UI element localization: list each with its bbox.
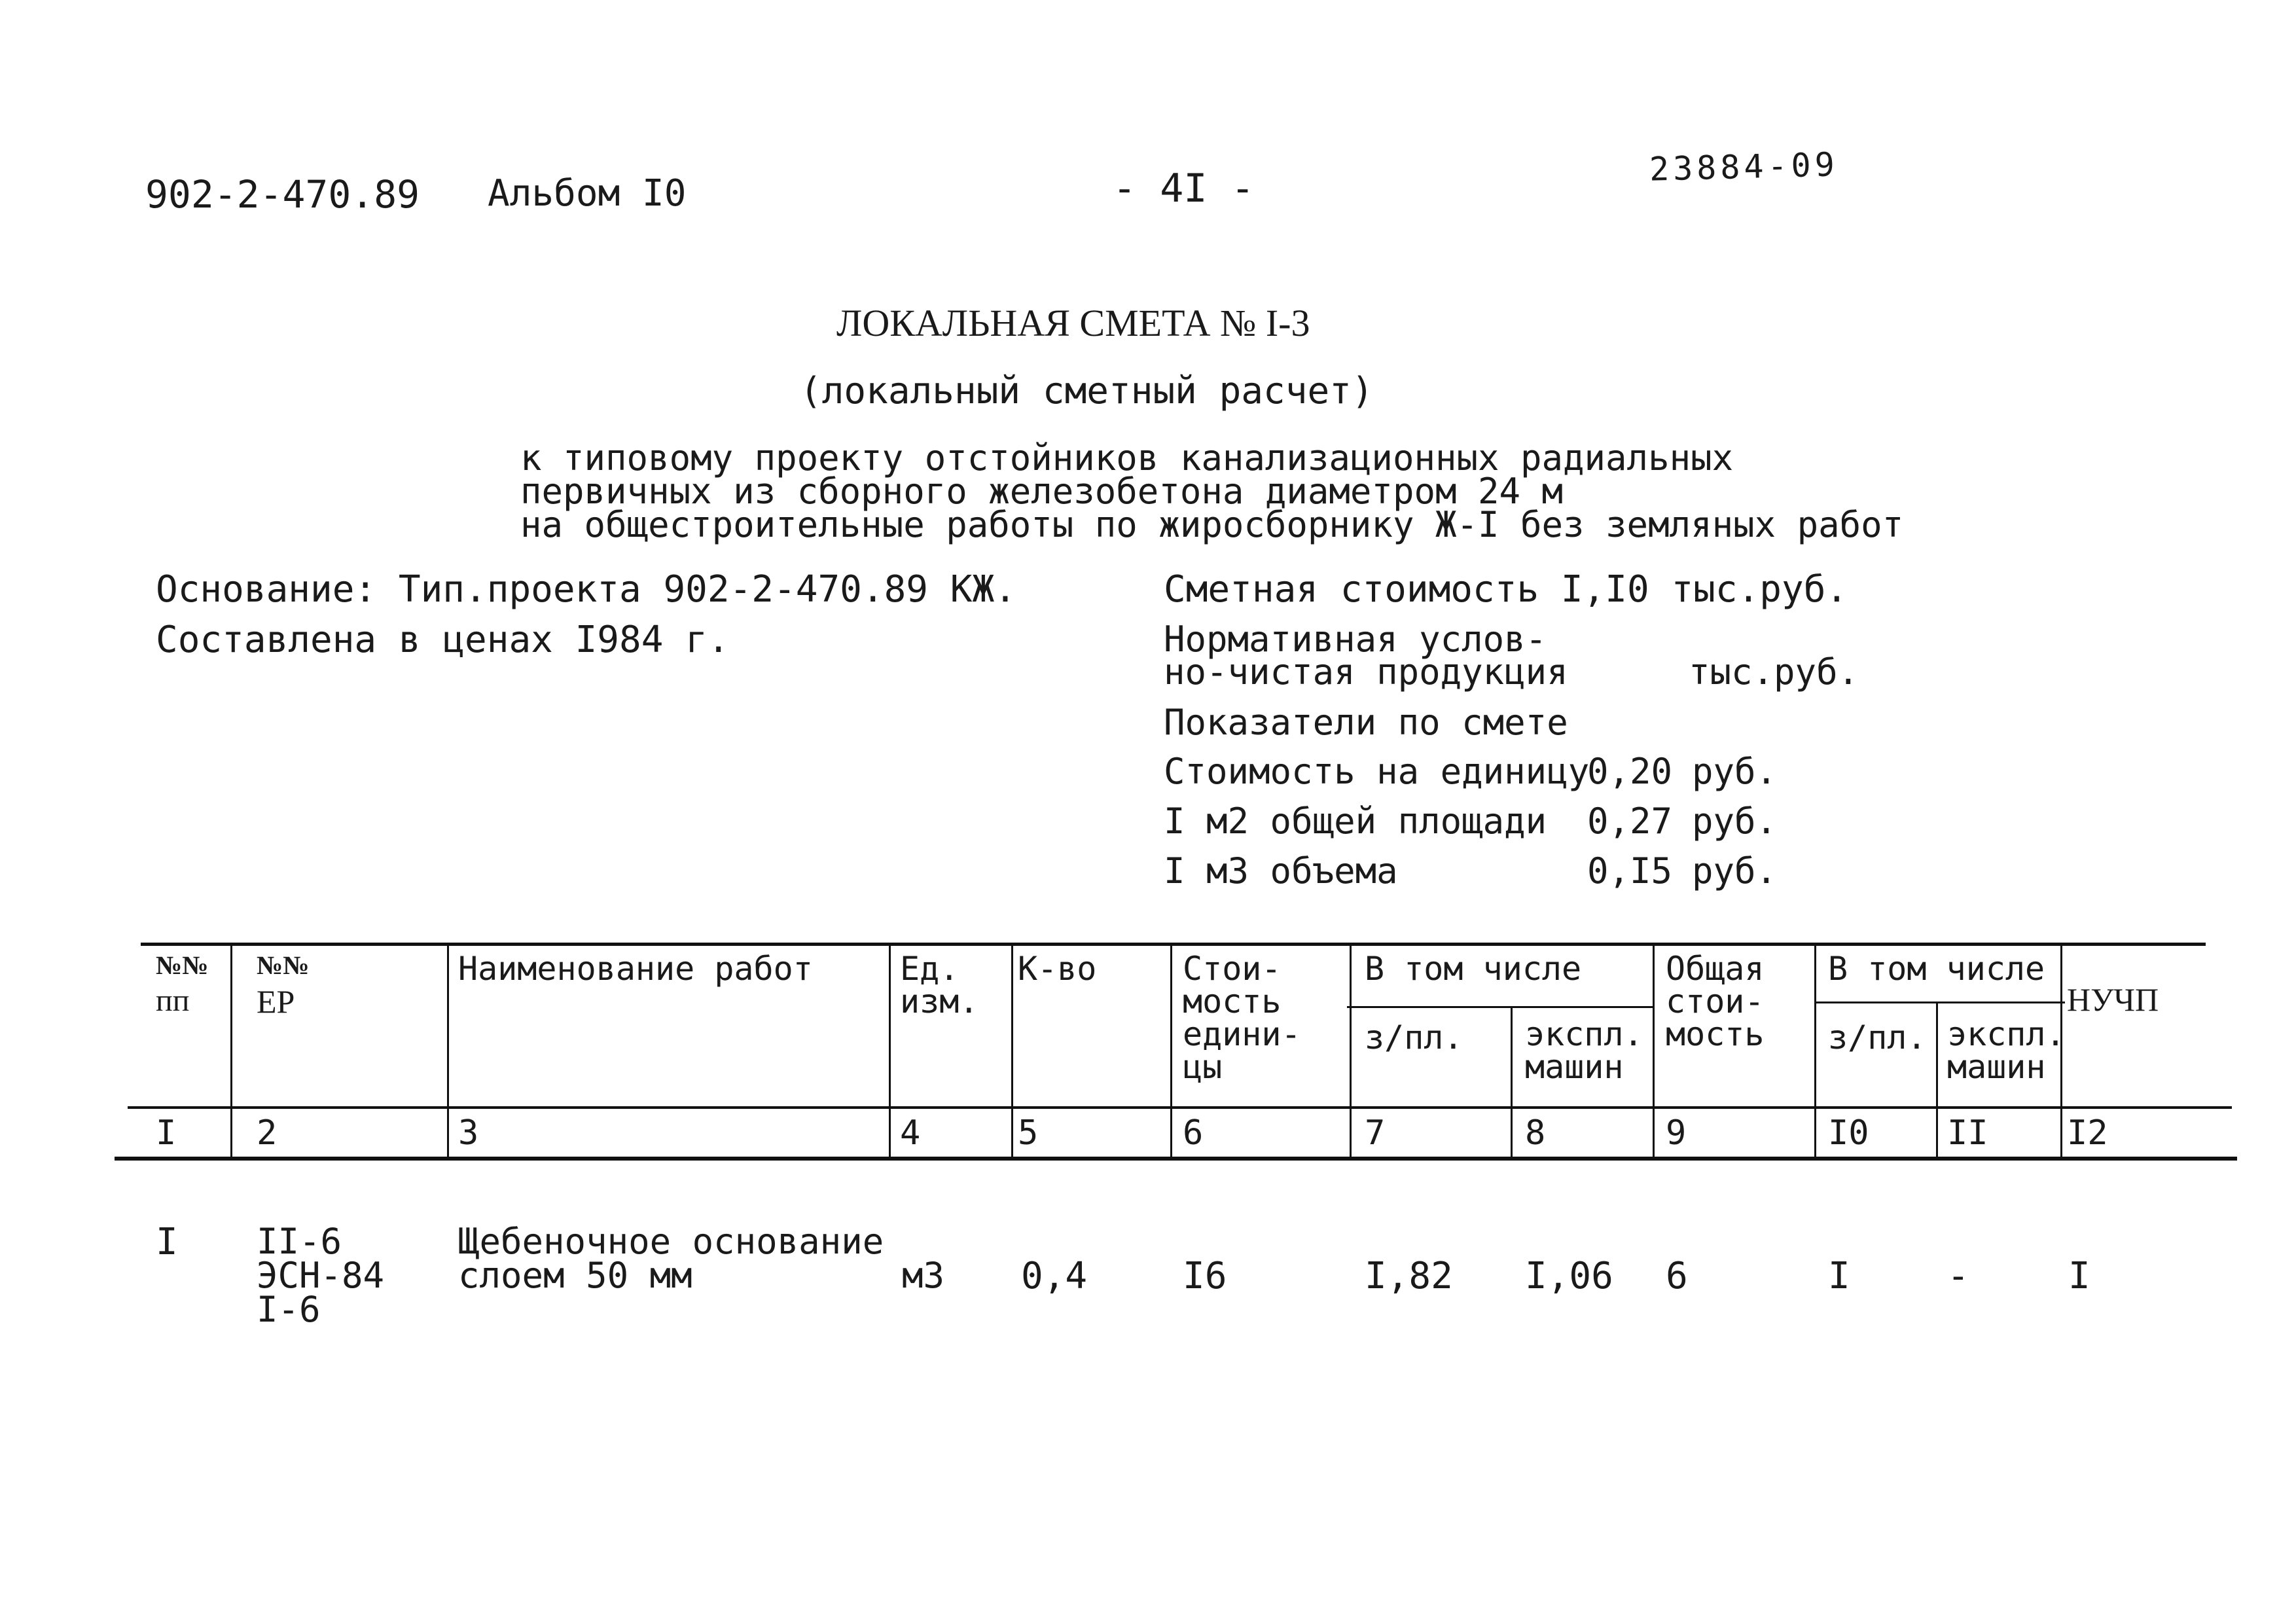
col-number: 7 (1365, 1113, 1386, 1153)
normative-unit: тыс.руб. (1689, 651, 1859, 693)
basis-text: Основание: Тип.проекта 902-2-470.89 КЖ. (156, 568, 1016, 611)
col-number: 6 (1183, 1113, 1204, 1153)
header-total-3: мость (1666, 1015, 1765, 1053)
header-total-2: стои- (1666, 983, 1765, 1020)
doc-description-2: первичных из сборного железобетона диаметром 24 м (520, 471, 1564, 512)
header-er-2: ЕР (257, 983, 295, 1020)
header-machines-b-1: экспл. (1947, 1015, 2066, 1053)
col-divider (889, 946, 891, 1161)
per-m2-currency: руб. (1692, 801, 1778, 842)
header-er-1: №№ (257, 950, 310, 980)
doc-code: 902-2-470.89 (145, 172, 420, 217)
per-m2-value: 0,27 (1587, 801, 1673, 842)
header-machines-b-2: машин (1947, 1048, 2046, 1086)
per-unit-label: Стоимость на единицу (1164, 751, 1590, 792)
row-unit-cost: I6 (1183, 1255, 1227, 1297)
col-divider (1350, 946, 1352, 1161)
col-divider (1814, 946, 1816, 1161)
page-number: - 4I - (1113, 166, 1255, 211)
header-including-b: В том числе (1828, 950, 2045, 988)
col-number: I0 (1828, 1113, 1869, 1153)
doc-subtitle: (локальный сметный расчет) (800, 370, 1374, 412)
col-number: I (156, 1113, 177, 1153)
per-m3-currency: руб. (1692, 850, 1778, 892)
header-qty: К-во (1018, 950, 1097, 988)
col-number: I2 (2067, 1113, 2108, 1153)
header-wage-a: з/пл. (1365, 1019, 1463, 1056)
header-name: Наименование работ (458, 950, 813, 988)
header-pp-2: пп (156, 983, 190, 1018)
row-machines-total: - (1947, 1255, 1969, 1297)
header-unit-1: Ед. (900, 950, 960, 988)
col-divider (447, 946, 449, 1161)
doc-description-1: к типовому проекту отстойников канализационных радиальных (520, 437, 1734, 478)
header-machines-a-1: экспл. (1525, 1015, 1643, 1053)
col-divider (1170, 946, 1172, 1161)
inventory-number: 23884-09 (1649, 145, 1839, 189)
col-number: 2 (257, 1113, 278, 1153)
table-top-rule (141, 943, 2206, 946)
row-nuchp: I (2068, 1255, 2090, 1297)
header-cost-3: едини- (1183, 1015, 1301, 1053)
per-m3-label: I м3 объема (1164, 850, 1398, 892)
row-wage: I,82 (1365, 1255, 1453, 1297)
row-qty: 0,4 (1021, 1255, 1088, 1297)
prices-text: Составлена в ценах I984 г. (156, 619, 730, 661)
subheader-rule-b (1816, 1001, 2065, 1003)
col-number: 5 (1018, 1113, 1039, 1153)
header-unit-2: изм. (900, 983, 979, 1020)
numbers-bottom-rule (115, 1157, 2237, 1161)
per-m3-value: 0,I5 (1587, 850, 1673, 892)
header-pp-1: №№ (156, 950, 209, 980)
header-total-1: Общая (1666, 950, 1765, 988)
row-wage-total: I (1828, 1255, 1850, 1297)
normative-label-2: но-чистая продукция (1164, 651, 1568, 693)
doc-title: ЛОКАЛЬНАЯ СМЕТА № I-3 (836, 302, 1310, 344)
col-divider (230, 946, 232, 1161)
col-divider (1936, 1001, 1938, 1161)
header-bottom-rule (128, 1106, 2232, 1109)
row-er-1: II-6 (257, 1221, 342, 1262)
row-name-1: Щебеночное основание (458, 1221, 884, 1262)
per-unit-value: 0,20 (1587, 751, 1673, 792)
col-number: II (1947, 1113, 1988, 1153)
col-number: 9 (1666, 1113, 1687, 1153)
per-unit-currency: руб. (1692, 751, 1778, 792)
header-nuchp: НУЧП (2067, 981, 2159, 1018)
header-including-a: В том числе (1365, 950, 1582, 988)
col-number: 4 (900, 1113, 921, 1153)
estimate-cost: Сметная стоимость I,I0 тыс.руб. (1164, 568, 1848, 611)
row-er-3: I-6 (257, 1289, 321, 1330)
subheader-rule-a (1347, 1006, 1655, 1008)
row-er-2: ЭСН-84 (257, 1255, 385, 1296)
col-number: 3 (458, 1113, 479, 1153)
header-cost-2: мость (1183, 983, 1282, 1020)
per-m2-label: I м2 общей площади (1164, 801, 1547, 842)
header-cost-4: цы (1183, 1048, 1223, 1086)
indicators-heading: Показатели по смете (1164, 702, 1568, 743)
row-name-2: слоем 50 мм (458, 1255, 692, 1296)
row-machines: I,06 (1525, 1255, 1613, 1297)
normative-label-1: Нормативная услов- (1164, 619, 1547, 660)
album-label: Альбом I0 (488, 172, 687, 215)
row-total: 6 (1666, 1255, 1688, 1297)
col-divider (1511, 1006, 1513, 1161)
col-divider (1653, 946, 1655, 1161)
header-machines-a-2: машин (1525, 1048, 1624, 1086)
header-cost-1: Стои- (1183, 950, 1282, 988)
col-number: 8 (1525, 1113, 1546, 1153)
col-divider (2060, 946, 2062, 1161)
doc-description-3: на общестроительные работы по жиросборнику Ж-I без земляных работ (520, 504, 1904, 545)
row-pp: I (156, 1221, 178, 1263)
col-divider (1011, 946, 1013, 1161)
row-unit: м3 (902, 1255, 945, 1296)
header-wage-b: з/пл. (1828, 1019, 1927, 1056)
